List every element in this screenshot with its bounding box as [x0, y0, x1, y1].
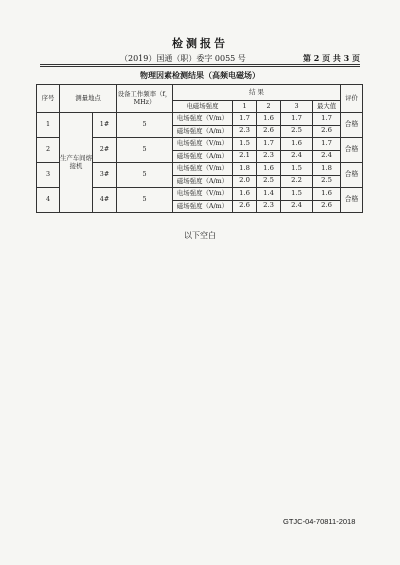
- field-label: 电场强度（V/m）: [173, 113, 233, 126]
- field-label: 磁场强度（A/m）: [173, 125, 233, 138]
- header-location: 测量地点: [60, 85, 117, 113]
- value-cell: 2.3: [257, 150, 281, 163]
- row-seq: 2: [37, 138, 60, 163]
- header-seq: 序号: [37, 85, 60, 113]
- header-max: 最大值: [313, 101, 341, 113]
- form-code: GTJC-04-70811-2018: [283, 517, 356, 526]
- max-value-cell: 2.5: [313, 175, 341, 188]
- value-cell: 2.5: [257, 175, 281, 188]
- header-verdict: 评价: [341, 85, 363, 113]
- row-frequency: 5: [117, 113, 173, 138]
- row-seq: 4: [37, 188, 60, 213]
- value-cell: 2.0: [233, 175, 257, 188]
- max-value-cell: 2.6: [313, 125, 341, 138]
- field-label: 磁场强度（A/m）: [173, 200, 233, 213]
- max-value-cell: 2.4: [313, 150, 341, 163]
- report-number: （2019）国通（职）委字 0055 号: [120, 54, 246, 63]
- value-cell: 2.6: [257, 125, 281, 138]
- value-cell: 2.2: [281, 175, 313, 188]
- value-cell: 1.6: [257, 163, 281, 176]
- document-title: 检测报告: [172, 37, 228, 50]
- value-cell: 1.6: [281, 138, 313, 151]
- row-seq: 1: [37, 113, 60, 138]
- value-cell: 1.8: [233, 163, 257, 176]
- max-value-cell: 1.7: [313, 138, 341, 151]
- value-cell: 1.7: [281, 113, 313, 126]
- field-label: 磁场强度（A/m）: [173, 150, 233, 163]
- value-cell: 1.6: [233, 188, 257, 201]
- end-of-content-note: 以下空白: [184, 231, 216, 240]
- value-cell: 1.5: [233, 138, 257, 151]
- value-cell: 2.6: [233, 200, 257, 213]
- value-cell: 1.6: [257, 113, 281, 126]
- row-point: 2#: [93, 138, 117, 163]
- header-col2: 2: [257, 101, 281, 113]
- results-table: [36, 84, 363, 213]
- row-point: 1#: [93, 113, 117, 138]
- value-cell: 1.4: [257, 188, 281, 201]
- row-verdict: 合格: [341, 163, 363, 188]
- header-rule-top: [40, 64, 360, 65]
- field-label: 磁场强度（A/m）: [173, 175, 233, 188]
- value-cell: 1.7: [233, 113, 257, 126]
- page-info: 第 2 页 共 3 页: [302, 53, 360, 63]
- header-field-type: 电磁场强度: [173, 101, 233, 113]
- value-cell: 1.7: [257, 138, 281, 151]
- row-point: 3#: [93, 163, 117, 188]
- value-cell: 2.3: [257, 200, 281, 213]
- field-label: 电场强度（V/m）: [173, 138, 233, 151]
- header-rule-bottom: [40, 66, 360, 67]
- max-value-cell: 1.6: [313, 188, 341, 201]
- row-verdict: 合格: [341, 188, 363, 213]
- header-results: 结 果: [173, 85, 341, 101]
- location-group: 生产车间熔接机: [60, 113, 93, 213]
- row-frequency: 5: [117, 138, 173, 163]
- field-label: 电场强度（V/m）: [173, 163, 233, 176]
- value-cell: 2.4: [281, 150, 313, 163]
- header-frequency: 设备工作频率（f，MHz）: [117, 85, 173, 113]
- max-value-cell: 1.7: [313, 113, 341, 126]
- value-cell: 2.3: [233, 125, 257, 138]
- value-cell: 2.1: [233, 150, 257, 163]
- field-label: 电场强度（V/m）: [173, 188, 233, 201]
- max-value-cell: 2.6: [313, 200, 341, 213]
- header-col1: 1: [233, 101, 257, 113]
- row-verdict: 合格: [341, 113, 363, 138]
- row-seq: 3: [37, 163, 60, 188]
- report-header-line: [40, 53, 360, 64]
- row-point: 4#: [93, 188, 117, 213]
- max-value-cell: 1.8: [313, 163, 341, 176]
- row-verdict: 合格: [341, 138, 363, 163]
- value-cell: 1.5: [281, 163, 313, 176]
- row-frequency: 5: [117, 188, 173, 213]
- row-frequency: 5: [117, 163, 173, 188]
- header-col3: 3: [281, 101, 313, 113]
- value-cell: 2.5: [281, 125, 313, 138]
- value-cell: 1.5: [281, 188, 313, 201]
- value-cell: 2.4: [281, 200, 313, 213]
- table-title: 物理因素检测结果（高频电磁场）: [140, 70, 260, 80]
